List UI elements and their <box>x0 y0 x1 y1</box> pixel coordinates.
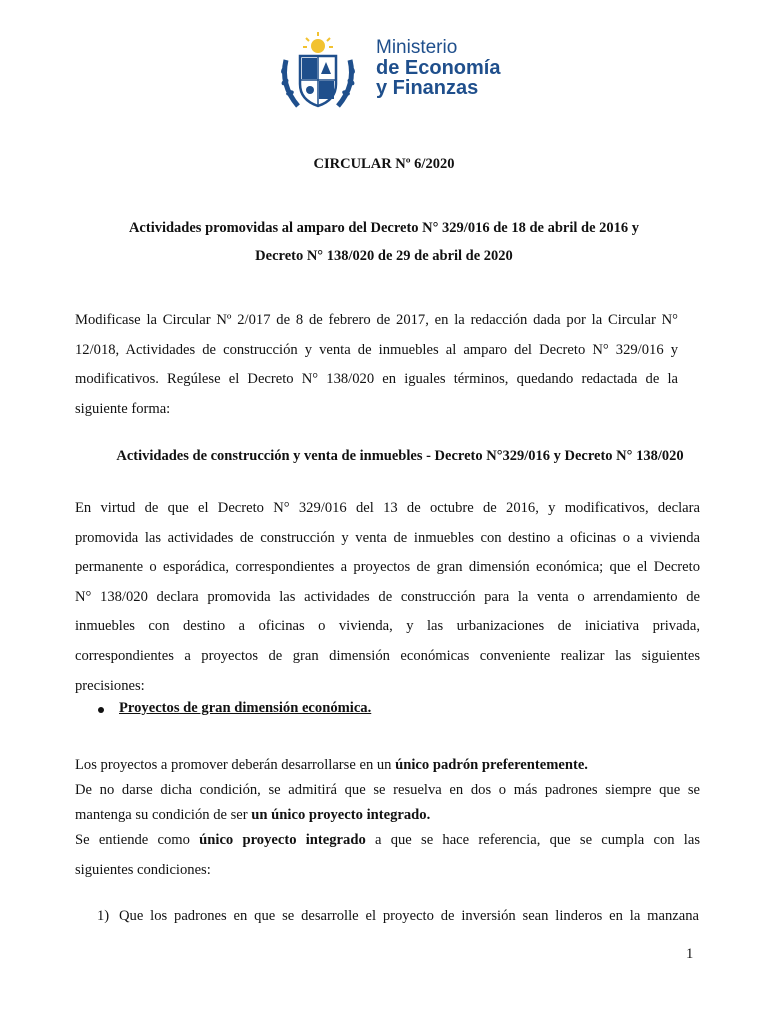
p2-a-bold: único padrón preferentemente. <box>395 757 588 773</box>
intro-line: modificativos. Regúlese el Decreto N° 138/020 en iguales términos, quedando redactada de la <box>75 371 678 388</box>
p2-d-rest: a que se hace referencia, que se cumpla con las <box>365 832 700 848</box>
conditions-paragraph <box>75 752 700 887</box>
body-line: N° 138/020 declara promovida las actividades de construcción para la venta o arrendamiento de <box>75 588 700 605</box>
p2-line-e: siguientes condiciones: <box>75 862 211 878</box>
p2-d-text: Se entiende como <box>75 832 200 848</box>
body-line: permanente o esporádica, correspondientes a proyectos de gran dimensión económica; que el Decreto <box>75 559 700 576</box>
body-paragraph <box>75 494 700 701</box>
logo-line-1: Ministerio <box>376 37 458 58</box>
body-line: inmuebles con destino a oficinas o vivienda, y las urbanizaciones de iniciativa privada, <box>75 618 700 635</box>
intro-line: 12/018, Actividades de construcción y venta de inmuebles al amparo del Decreto N° 329/016 y <box>75 341 678 358</box>
section-heading: Actividades de construcción y venta de inmuebles - Decreto N°329/016 y Decreto N° 138/020 <box>116 448 684 464</box>
body-line: correspondientes a proyectos de gran dimensión económicas conveniente realizar las siguientes <box>75 647 700 664</box>
p2-c-bold: un único proyecto integrado. <box>251 807 431 823</box>
p2-a-text: Los proyectos a promover deberán desarrollarse en un <box>75 757 396 773</box>
intro-line: Modificase la Circular Nº 2/017 de 8 de febrero de 2017, en la redacción dada por la Circular N° <box>75 312 678 328</box>
subtitle-line-1: Actividades promovidas al amparo del Decreto N° 329/016 de 18 de abril de 2016 y <box>128 220 640 236</box>
bullet-heading <box>119 700 371 717</box>
coat-of-arms-icon <box>276 30 360 114</box>
page-number: 1 <box>686 946 694 962</box>
list-item-text: Que los padrones en que se desarrolle el proyecto de inversión sean linderos en la manzana <box>119 908 699 924</box>
intro-paragraph <box>75 306 678 424</box>
p2-c-text: mantenga su condición de ser <box>75 807 252 823</box>
p2-d-bold: único proyecto integrado <box>199 832 366 848</box>
list-item-number: 1) <box>97 908 110 924</box>
intro-line: siguiente forma: <box>75 400 171 417</box>
p2-line-a <box>75 752 700 777</box>
ministry-logo-text <box>376 38 500 98</box>
circular-title: CIRCULAR Nº 6/2020 <box>313 156 455 172</box>
logo-line-3: y Finanzas <box>376 77 479 99</box>
body-line: promovida las actividades de construcción y venta de inmuebles con destino a oficinas o a vivienda <box>75 529 700 546</box>
subtitle-line-2: Decreto N° 138/020 de 29 de abril de 2020 <box>255 248 513 264</box>
body-line: precisiones: <box>75 677 145 694</box>
p2-line-b: De no darse dicha condición, se admitirá que se resuelva en dos o más padrones siempre que se <box>75 782 700 798</box>
p2-line-d <box>75 827 700 857</box>
logo-line-2: de Economía <box>376 57 501 79</box>
bullet-icon <box>98 707 104 713</box>
bullet-text: Proyectos de gran dimensión económica. <box>119 700 372 716</box>
body-line: En virtud de que el Decreto N° 329/016 del 13 de octubre de 2016, y modificativos, declara <box>75 500 700 516</box>
p2-line-c <box>75 802 700 827</box>
